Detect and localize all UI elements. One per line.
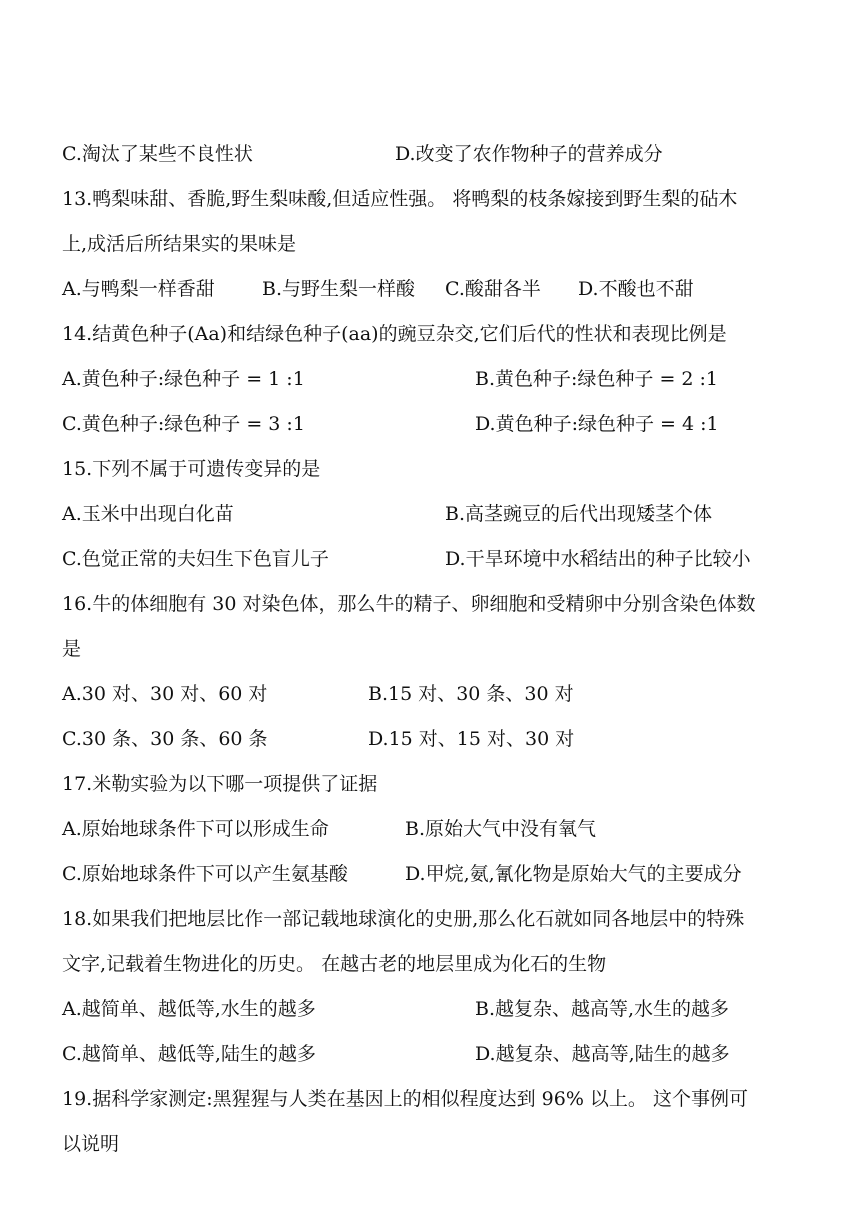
q12-option-d: D.改变了农作物种子的营养成分: [395, 143, 663, 165]
q16-option-a: A.30 对、30 对、60 对: [62, 683, 268, 705]
q15-option-b: B.高茎豌豆的后代出现矮茎个体: [445, 503, 713, 525]
q16-option-d: D.15 对、15 对、30 对: [368, 728, 575, 750]
q13-option-b: B.与野生梨一样酸: [262, 278, 416, 300]
q17-option-b: B.原始大气中没有氧气: [405, 818, 597, 840]
q15-option-c: C.色觉正常的夫妇生下色盲儿子: [62, 548, 329, 570]
q17-option-a: A.原始地球条件下可以形成生命: [62, 818, 329, 840]
q17-option-c: C.原始地球条件下可以产生氨基酸: [62, 863, 348, 885]
q14-option-a: A.黄色种子:绿色种子 = 1 :1: [62, 368, 305, 390]
q13-option-a: A.与鸭梨一样香甜: [62, 278, 215, 300]
q16-stem-line1: 16.牛的体细胞有 30 对染色体，那么牛的精子、卵细胞和受精卵中分别含染色体数: [62, 593, 756, 615]
q15-stem: 15.下列不属于可遗传变异的是: [62, 458, 321, 480]
q13-stem-line2: 上,成活后所结果实的果味是: [62, 233, 297, 255]
q14-stem: 14.结黄色种子(Aa)和结绿色种子(aa)的豌豆杂交,它们后代的性状和表现比例是: [62, 323, 727, 345]
q13-option-c: C.酸甜各半: [445, 278, 541, 300]
q15-option-d: D.干旱环境中水稻结出的种子比较小: [445, 548, 751, 570]
q17-stem: 17.米勒实验为以下哪一项提供了证据: [62, 773, 378, 795]
q14-option-b: B.黄色种子:绿色种子 = 2 :1: [475, 368, 719, 390]
q18-option-a: A.越简单、越低等,水生的越多: [62, 998, 316, 1020]
q13-stem-line1: 13.鸭梨味甜、香脆,野生梨味酸,但适应性强。 将鸭梨的枝条嫁接到野生梨的砧木: [62, 188, 738, 210]
q18-stem-line2: 文字,记载着生物进化的历史。 在越古老的地层里成为化石的生物: [62, 953, 607, 975]
q18-option-c: C.越简单、越低等,陆生的越多: [62, 1043, 316, 1065]
q13-option-d: D.不酸也不甜: [578, 278, 694, 300]
q19-stem-line1: 19.据科学家测定:黑猩猩与人类在基因上的相似程度达到 96% 以上。 这个事例可: [62, 1088, 748, 1110]
q14-option-c: C.黄色种子:绿色种子 = 3 :1: [62, 413, 305, 435]
q16-stem-line2: 是: [62, 638, 82, 660]
q18-option-d: D.越复杂、越高等,陆生的越多: [475, 1043, 730, 1065]
q15-option-a: A.玉米中出现白化苗: [62, 503, 234, 525]
q18-option-b: B.越复杂、越高等,水生的越多: [475, 998, 730, 1020]
q19-stem-line2: 以说明: [62, 1133, 120, 1155]
q18-stem-line1: 18.如果我们把地层比作一部记载地球演化的史册,那么化石就如同各地层中的特殊: [62, 908, 745, 930]
q17-option-d: D.甲烷,氨,氰化物是原始大气的主要成分: [405, 863, 742, 885]
q16-option-b: B.15 对、30 条、30 对: [368, 683, 574, 705]
q12-option-c: C.淘汰了某些不良性状: [62, 143, 253, 165]
q16-option-c: C.30 条、30 条、60 条: [62, 728, 268, 750]
q14-option-d: D.黄色种子:绿色种子 = 4 :1: [475, 413, 719, 435]
